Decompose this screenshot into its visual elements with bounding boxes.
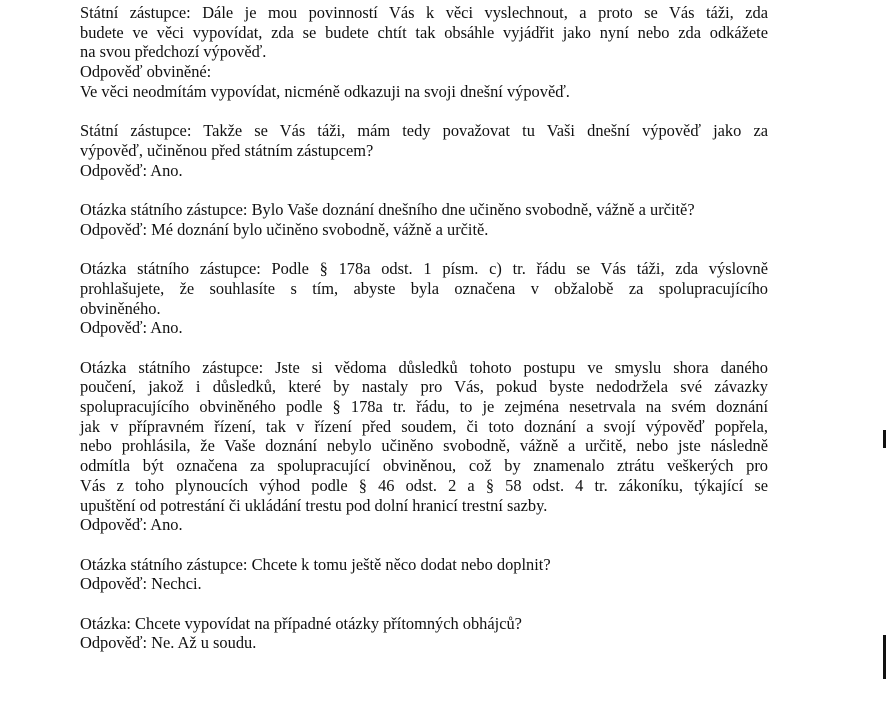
text-line: obviněného.: [80, 298, 161, 318]
text-line: Odpověď obviněné:: [80, 62, 212, 82]
text-line: výpověď, učiněnou před státním zástupcem?: [80, 140, 374, 160]
text-line: prohlašujete, že souhlasíte s tím, abyste byla označena v obžalobě za spolupracujícího: [80, 278, 768, 298]
text-line: upuštění od potrestání či ukládání trestu pod dolní hranicí trestní sazby.: [80, 495, 548, 515]
text-line: Státní zástupce: Dále je mou povinností Vás k věci vyslechnout, a proto se Vás táži, zda: [80, 3, 768, 22]
text-line: na svou předchozí výpověď.: [80, 42, 267, 62]
text-line: Státní zástupce: Takže se Vás táži, mám tedy považovat tu Vaši dnešní výpověď jako za: [80, 121, 768, 141]
text-line: Odpověď: Ne. Až u soudu.: [80, 633, 257, 653]
text-line: Odpověď: Nechci.: [80, 574, 202, 594]
text-line: Otázka: Chcete vypovídat na případné otázky přítomných obhájců?: [80, 613, 522, 633]
text-line: Odpověď: Ano.: [80, 160, 183, 180]
text-line: Ve věci neodmítám vypovídat, nicméně odkazuji na svoji dnešní výpověď.: [80, 81, 570, 101]
text-line: Vás z toho plynoucích výhod podle § 46 odst. 2 a § 58 odst. 4 tr. zákoníku, týkající se: [80, 475, 768, 495]
text-line: Otázka státního zástupce: Chcete k tomu ještě něco dodat nebo doplnit?: [80, 554, 551, 574]
text-line: Odpověď: Mé doznání bylo učiněno svobodně, vážně a určitě.: [80, 219, 489, 239]
text-line: spolupracujícího obviněného podle § 178a tr. řádu, to je zejména nesetrvala na svém doznání: [80, 397, 768, 416]
text-line: poučení, jakož i důsledků, které by nastaly pro Vás, pokud byste nedodržela své závazky: [80, 377, 768, 397]
text-line: Otázka státního zástupce: Jste si vědoma důsledků tohoto postupu ve smyslu shora daného: [80, 357, 768, 377]
text-line: jak v přípravném řízení, tak v řízení před soudem, či toto doznání a svojí výpověď popřela,: [80, 416, 768, 436]
text-line: Otázka státního zástupce: Podle § 178a odst. 1 písm. c) tr. řádu se Vás táži, zda výslovně: [80, 259, 768, 279]
text-line: Odpověď: Ano.: [80, 318, 183, 338]
paragraph-3: [80, 200, 768, 239]
text-line: odmítla být označena za spolupracující obviněnou, což by znamenalo ztrátu veškerých pro: [80, 456, 768, 476]
paragraph-4: [80, 259, 768, 338]
text-line: Otázka státního zástupce: Bylo Vaše doznání dnešního dne učiněno svobodně, vážně a určitě?: [80, 200, 695, 219]
paragraph-5: [80, 358, 768, 535]
paragraph-1: [80, 3, 768, 102]
text-line: nebo prohlásila, že Vaše doznání nebylo učiněno svobodně, vážně a určitě, nebo jste následně: [80, 436, 768, 456]
text-line: Odpověď: Ano.: [80, 515, 183, 535]
paragraph-6: [80, 555, 768, 594]
interrogation-transcript: [80, 3, 768, 673]
paragraph-7: [80, 614, 768, 653]
text-line: budete ve věci vypovídat, zda se budete chtít tak obsáhle vyjádřit jako nyní nebo zda odkážete: [80, 22, 768, 42]
paragraph-2: [80, 121, 768, 180]
